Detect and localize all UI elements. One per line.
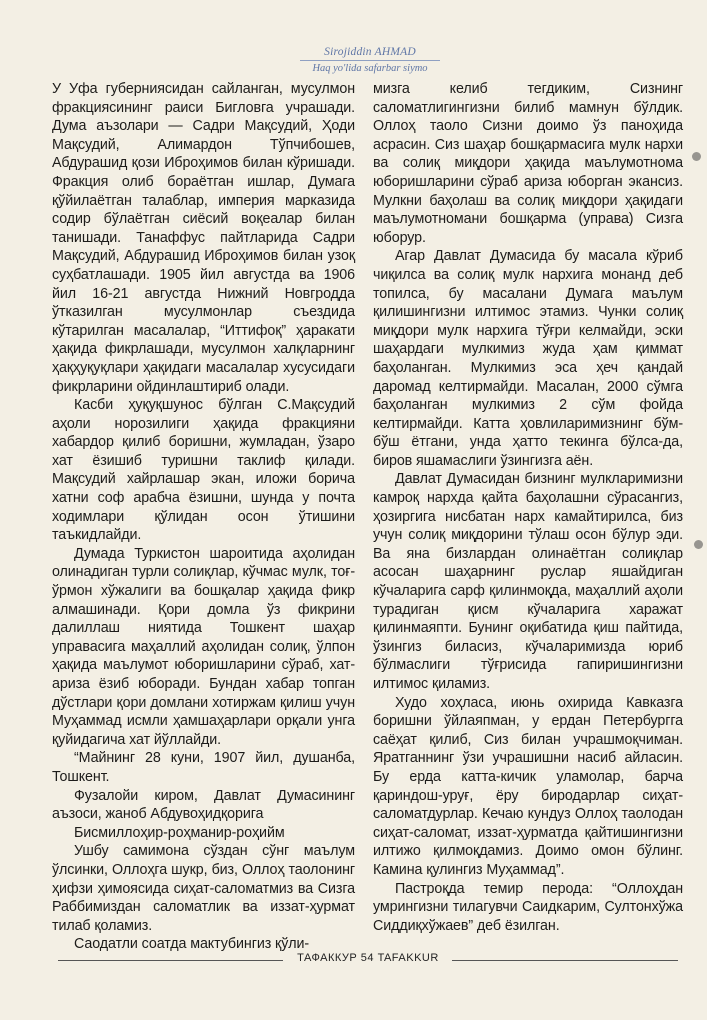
paragraph: Саодатли соатда мактубингиз қўли-	[74, 936, 310, 953]
paragraph: “Майнинг 28 куни, 1907 йил, душанба, Тошкент.	[52, 750, 355, 785]
punch-hole-mark	[694, 540, 703, 549]
paragraph: Бисмиллоҳир-роҳманир-роҳийм	[74, 824, 285, 841]
running-head-title: Haq yo'lida safarbar siymo	[312, 63, 428, 74]
paragraph: Агар Давлат Думасида бу масала кўриб чиқилса ва солиқ мулк нархига монанд деб топилса, бу масалани Думага маълум қилишингизни илтимос этамиз. Чунки солиқ миқдори мулк нархига тўғри келмайди, эски шаҳардаги мулкимиз жуда ҳам қиммат баҳоланган. Мулкимиз эса ҳеч қандай даромад келтирмайди. Масалан, 2000 сўмга баҳоланган мулкимиз 2 сўм фойда келтирмайди. Катта ҳовлиларимизнинг бўм-бўш ётгани, унда ҳатто текинга бўлса-да, биров яшамаслиги ўзингизга аён.	[373, 248, 683, 469]
page-footer	[52, 952, 682, 970]
paragraph: Фузалойи киром, Давлат Думасининг аъзоси, жаноб Абдувоҳидқорига	[52, 787, 355, 823]
punch-hole-mark	[692, 152, 701, 161]
footer-rule-right	[452, 960, 678, 961]
right-column	[373, 80, 683, 935]
paragraph: У Уфа губерниясидан сайланган, мусулмон фракциясининг раиси Бигловга учрашади. Дума аъзолари — Садри Мақсудий, Ҳоди Мақсудий, Алимардон Тўпчибошев, Абдурашид қози Иброҳимов билан кўришади. Фракция олиб бораётган ишлар, Думага қўйилаётган талаблар, империя марказида содир бўлаётган сиёсий воқеалар билан танишади. Танаффус пайтларида Садри Мақсудий, Абдурашид Иброҳимов билан узоқ суҳбатлашади. 1905 йил августда ва 1906 йил 16-21 августда Нижний Новгродда ўтказилган мусулмонлар съездида кўтарилган масалалар, “Иттифоқ” ҳаракати ҳақида фикрлашади, мусулмон халқларнинг ҳақҳуқуқлари ҳақидаги масалалар хусусидаги фикрларини ойдинлаштириб олади.	[52, 81, 355, 395]
paragraph: Пастроқда темир перода: “Оллоҳдан умрингизни тилагувчи Саидкарим, Султонхўжа Сиддиқхўжаев” деб ёзилган.	[373, 880, 683, 934]
paragraph: Давлат Думасидан бизнинг мулкларимизни камроқ нархда қайта баҳолашни сўрасангиз, ҳозиргига нисбатан нарх камайтирилса, биз учун солиқ миқдорини тўлаш осон бўлур эди. Ва яна бизлардан олинаётган солиқлар асосан шаҳарнинг руслар яшайдиган кўчаларига сарф қилинмоқда, маҳаллий аҳоли турадиган қисм кўчаларига харажат қилинмаяпти. Бунинг оқибатида қиш пайтида, ўзингиз биласиз, кўчаларимизда юриб бўлмаслиги тўғрисида гапиришингизни илтимос қиламиз.	[373, 471, 683, 692]
paragraph: Думада Туркистон шароитида аҳолидан олинадиган турли солиқлар, кўчмас мулк, тоғ-ўрмон хўжалиги ва бошқалар ҳақида фикр алмашинади. Қори домла ўз фикрини далиллаш ниятида Тошкент шаҳар управасига маҳаллий аҳолидан солиқ, ўлпон ҳақида маълумот юборишларини сўраб, хат-ариза ёзиб юборади. Бундан хабар топган дўстлари қори домлани хотиржам қилиш учун Муҳаммад исмли ҳамшаҳарлари орқали унга қуйидагича хат йўллайди.	[52, 545, 355, 748]
paragraph: мизга келиб тегдиким, Сизнинг саломатлигингизни билиб мамнун бўлдик. Оллоҳ таоло Сизни доимо ўз паноҳида асрасин. Сиз шаҳар бошқармасига мулк нархи ва солиқ миқдори ҳақида маълумотнома юборишларини сўраб ариза юборган экансиз. Мулкни баҳолаш ва солиқ миқдори ҳақидаги маълумотномани бошқарма (управа) Сизга юборур.	[373, 81, 683, 246]
paragraph: Касби ҳуқуқшунос бўлган С.Мақсудий аҳоли норозилиги ҳақида фракцияни хабардор қилиб боришни, жумладан, ўзаро хат ёзишиб туришни таклиф қилади. Мақсудий хайрлашар экан, иложи борича хатни соф арабча ёзишни, шунда у почта ходимлари қўлидан осон ўтишини таъкидлайди.	[52, 397, 355, 544]
left-column	[52, 80, 355, 954]
running-head	[300, 46, 440, 75]
running-head-author: Sirojiddin AHMAD	[324, 46, 416, 58]
paragraph: Ушбу самимона сўздан сўнг маълум ўлсинки, Оллоҳга шукр, биз, Оллоҳ таолонинг ҳифзи ҳимоясида сиҳат-саломатмиз ва Сизга Раббимиздан саломатлик ва иззат-ҳурмат тилаб қоламиз.	[52, 843, 355, 934]
running-head-rule	[300, 60, 440, 61]
footer-page-label: ТАФАККУР 54 TAFAKKUR	[297, 952, 439, 964]
paragraph: Худо хоҳласа, июнь охирида Кавказга боришни ўйлаяпман, у ердан Петербургга саёҳат қилиб, Сиз билан учрашмоқчиман. Яратганнинг ўзи учрашишни насиб айласин. Бу ерда катта-кичик уламолар, барча қариндош-уруғ, ёру биродарлар сиҳат-саломатдурлар. Кечаю кундуз Оллоҳ таолодан сиҳат-саломат, иззат-ҳурматда қайтишингизни илтижо қилмоқдамиз. Доимо омон бўлинг. Камина қулингиз Муҳаммад”.	[373, 694, 683, 878]
footer-rule-left	[58, 960, 283, 961]
